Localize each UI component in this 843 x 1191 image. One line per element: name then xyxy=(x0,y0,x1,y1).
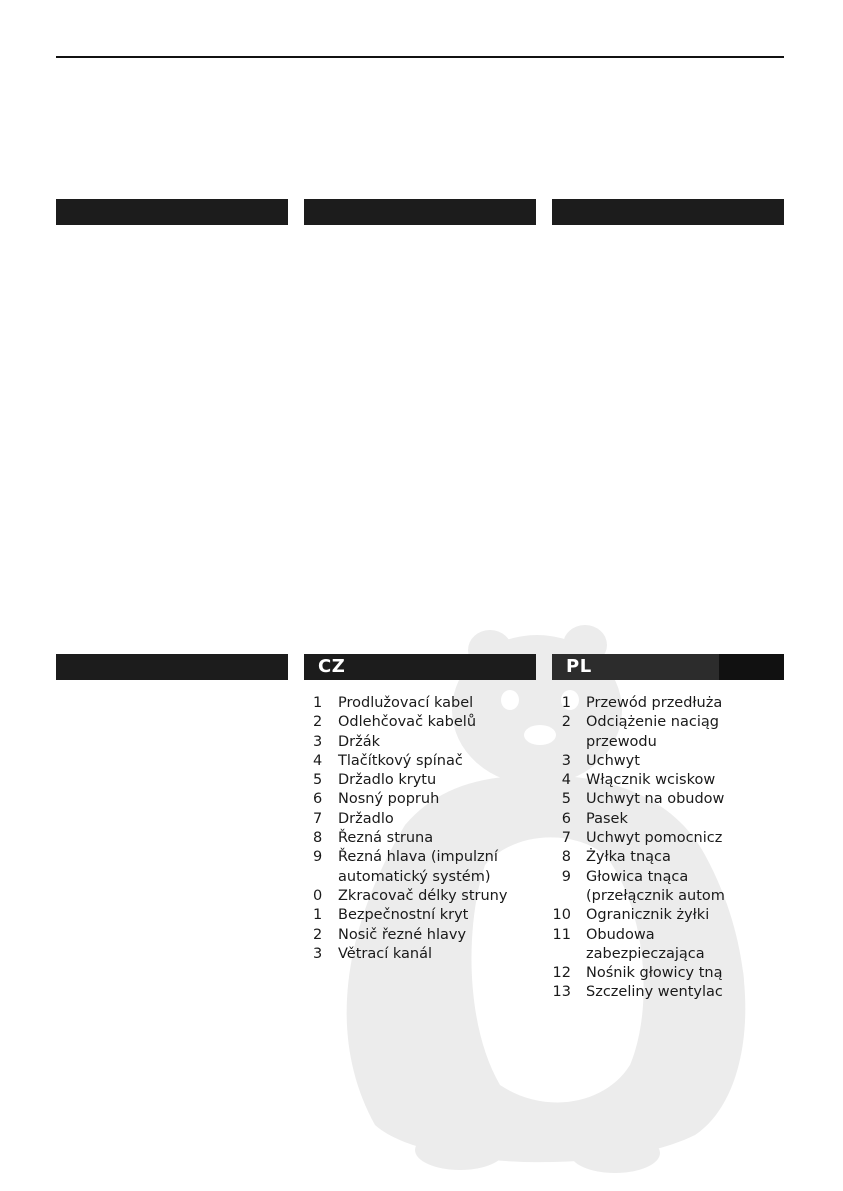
part-number: 9 xyxy=(313,849,323,866)
top-rule xyxy=(56,56,784,58)
list-item xyxy=(304,848,536,887)
header-bar-top-2 xyxy=(304,199,536,225)
section-code-pl: PL xyxy=(566,656,592,677)
section-header-cz xyxy=(304,654,536,680)
list-item xyxy=(552,752,784,771)
list-item xyxy=(304,810,536,829)
part-number: 1 xyxy=(561,695,571,711)
part-number: 8 xyxy=(313,830,323,847)
part-number: 4 xyxy=(561,772,571,789)
parts-list-cz xyxy=(304,694,536,964)
list-item xyxy=(552,926,784,965)
part-name: Řezná struna xyxy=(338,830,434,847)
part-name: Držák xyxy=(338,733,381,750)
header-bar-top-3 xyxy=(552,199,784,225)
part-name: Uchwyt pomocnicz xyxy=(586,830,723,847)
section-code-cz: CZ xyxy=(318,656,346,677)
part-name: Żyłka tnąca xyxy=(586,849,671,866)
part-name: Pasek xyxy=(586,810,628,827)
part-number: 5 xyxy=(313,772,323,789)
part-name: Włącznik wciskow xyxy=(586,772,716,789)
part-name: Bezpečnostní kryt xyxy=(338,907,469,924)
part-number: 0 xyxy=(313,887,323,904)
part-name: Obudowa zabezpieczająca xyxy=(586,926,705,962)
part-number: 7 xyxy=(561,830,571,847)
list-item xyxy=(552,810,784,829)
list-item xyxy=(304,887,536,906)
part-number: 6 xyxy=(313,791,323,808)
part-number: 7 xyxy=(313,810,323,827)
list-item xyxy=(552,868,784,907)
part-name: Nośnik głowicy tną xyxy=(586,965,723,982)
part-number: 9 xyxy=(561,868,571,885)
part-name: Držadlo xyxy=(338,810,394,827)
list-item xyxy=(304,771,536,790)
list-item xyxy=(552,848,784,867)
list-item xyxy=(304,926,536,945)
list-item xyxy=(304,713,536,732)
part-number: 3 xyxy=(561,752,571,769)
part-number: 13 xyxy=(552,984,571,1001)
list-item xyxy=(304,829,536,848)
part-number: 3 xyxy=(313,733,323,750)
part-number: 2 xyxy=(313,926,323,943)
part-number: 1 xyxy=(313,907,323,924)
part-name: Przewód przedłuża xyxy=(586,695,723,711)
part-number: 6 xyxy=(561,810,571,827)
part-name: Držadlo krytu xyxy=(338,772,437,789)
part-name: Szczeliny wentylac xyxy=(586,984,723,1001)
header-bar-top-1 xyxy=(56,199,288,225)
list-item xyxy=(552,829,784,848)
part-number: 2 xyxy=(561,714,571,731)
list-item xyxy=(552,694,784,713)
part-number: 1 xyxy=(313,695,323,711)
part-number: 4 xyxy=(313,752,323,769)
part-name: Odciążenie naciąg przewodu xyxy=(586,714,719,750)
list-item xyxy=(304,694,536,713)
header-bar-bottom-1 xyxy=(56,654,288,680)
part-name: Větrací kanál xyxy=(338,945,432,962)
list-item xyxy=(552,771,784,790)
part-number: 3 xyxy=(313,945,323,962)
part-name: Zkracovač délky struny xyxy=(338,887,508,904)
list-item xyxy=(552,906,784,925)
part-number: 11 xyxy=(552,926,571,943)
list-item xyxy=(304,945,536,964)
part-number: 12 xyxy=(552,965,571,982)
parts-list-pl xyxy=(552,694,784,1003)
part-name: Uchwyt na obudow xyxy=(586,791,725,808)
part-number: 8 xyxy=(561,849,571,866)
part-name: Prodlužovací kabel xyxy=(338,695,474,711)
list-item xyxy=(304,752,536,771)
list-item xyxy=(304,906,536,925)
part-name: Nosič řezné hlavy xyxy=(338,926,467,943)
part-name: Nosný popruh xyxy=(338,791,440,808)
list-item xyxy=(552,790,784,809)
part-name: Řezná hlava (impulzní automatický systém) xyxy=(338,849,498,885)
part-name: Uchwyt xyxy=(586,752,640,769)
part-name: Tlačítkový spínač xyxy=(338,752,463,769)
list-item xyxy=(552,983,784,1002)
list-item xyxy=(552,713,784,752)
part-number: 5 xyxy=(561,791,571,808)
part-number: 10 xyxy=(552,907,571,924)
list-item xyxy=(552,964,784,983)
part-name: Odlehčovač kabelů xyxy=(338,714,477,731)
section-header-pl xyxy=(552,654,784,680)
part-name: Ogranicznik żyłki xyxy=(586,907,710,924)
list-item xyxy=(304,733,536,752)
part-number: 2 xyxy=(313,714,323,731)
part-name: Głowica tnąca (przełącznik autom xyxy=(586,868,725,904)
list-item xyxy=(304,790,536,809)
